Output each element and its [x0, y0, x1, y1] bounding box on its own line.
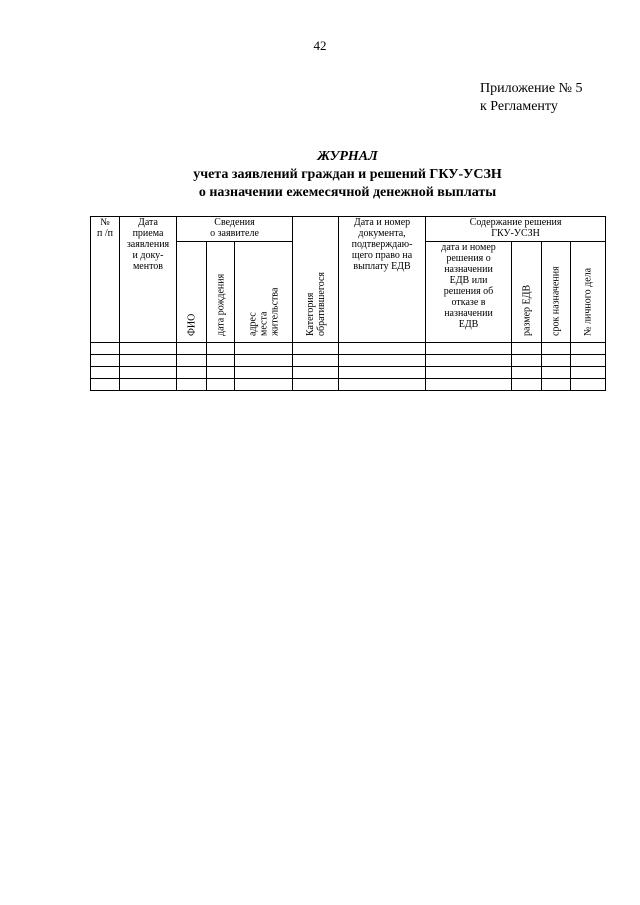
header-term	[542, 242, 571, 343]
header-case-number	[571, 242, 606, 343]
header-document: Дата и номер документа, подтверждаю- щего право на выплату ЕДВ	[339, 217, 426, 343]
header-address	[235, 242, 293, 343]
header-birth-date	[207, 242, 235, 343]
appendix-line-1: Приложение № 5	[480, 81, 583, 96]
header-category-text: Категория обратившегося	[304, 272, 327, 336]
header-category	[293, 217, 339, 343]
header-receipt-date: Дата приема заявления и доку- ментов	[120, 217, 177, 343]
page-number: 42	[313, 38, 327, 53]
appendix-reference	[480, 80, 583, 116]
header-number: № п /п	[91, 217, 120, 343]
header-term-text: срок назначения	[550, 266, 562, 336]
table-row	[91, 355, 606, 367]
header-applicant-info: Сведения о заявителе	[177, 217, 293, 242]
header-address-text: адрес места жительства	[247, 287, 281, 336]
header-decision-date: дата и номер решения о назначении ЕДВ или решения об отказе в назначении ЕДВ	[426, 242, 512, 343]
header-decision: Содержание решения ГКУ-УСЗН	[426, 217, 606, 242]
journal-title-block	[90, 148, 605, 202]
header-birth-date-text: дата рождения	[215, 273, 226, 336]
table-row	[91, 343, 606, 355]
header-case-number-text: № личного дела	[582, 267, 594, 336]
journal-subtitle-line-1: учета заявлений граждан и решений ГКУ-УСЗН	[193, 167, 502, 182]
journal-subtitle-line-2: о назначении ежемесячной денежной выплаты	[198, 185, 497, 200]
journal-table	[90, 216, 606, 391]
table-row	[91, 379, 606, 391]
journal-title: ЖУРНАЛ	[317, 149, 378, 164]
header-amount-text: размер ЕДВ	[521, 284, 533, 336]
table-row	[91, 367, 606, 379]
header-fio-text: ФИО	[186, 313, 197, 336]
table-header-row-1	[91, 217, 606, 242]
header-amount	[512, 242, 542, 343]
header-fio	[177, 242, 207, 343]
appendix-line-2: к Регламенту	[480, 99, 558, 114]
